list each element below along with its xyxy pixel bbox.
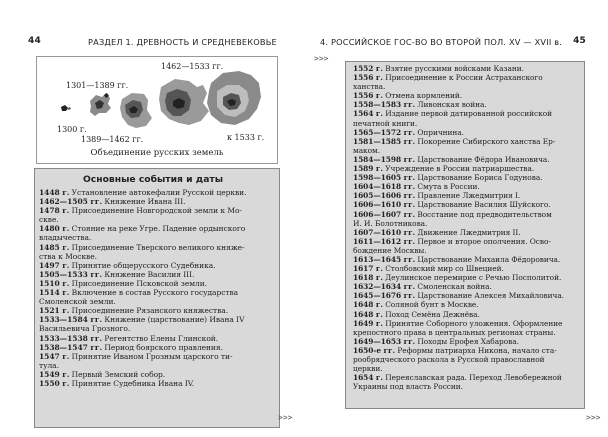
map-by-1533 [207,71,261,125]
map-1389-1462 [120,93,152,128]
event-date: 1533—1538 гг. [39,333,103,343]
event-item [39,379,275,388]
event-item [353,173,580,182]
map-caption: Объединение русских земель [90,148,224,158]
continue-marker-left: >>> [278,413,293,422]
event-item [39,215,275,224]
event-item [353,164,580,173]
event-text: Стояние на реке Угре. Падение ордынского [69,224,246,234]
event-item [39,334,275,343]
event-text: Поход Семёна Дежнёва. [382,309,480,319]
event-date: 1618 г. [353,273,383,283]
event-text: Правление Лжедмитрия I. [415,191,521,201]
event-date: 1598—1605 гг. [353,173,416,183]
event-date: 1514 г. [39,288,70,298]
event-text: Присоединение Тверского великого княже- [69,242,245,252]
event-item [353,382,580,391]
event-text: Царствование Фёдора Ивановича. [415,154,550,164]
event-date: 1505—1533 гг. [39,269,103,279]
event-text: Принятие Иваном Грозным царского ти- [69,351,233,361]
event-text: рообрядческого раскола в Русской православной [353,355,545,364]
event-item [353,328,580,337]
event-date: 1654 г. [353,373,383,383]
event-item [39,370,275,379]
event-item [39,261,275,270]
event-text: Княжение (царствование) Ивана IV [102,315,245,325]
event-text: Присоединение Новгородской земли к Мо- [69,206,242,216]
event-item [353,64,580,73]
event-text: крепостного права в центральных регионах страны. [353,327,556,337]
left-page-number: 44 [28,36,41,46]
event-date: 1550 г. [39,378,70,388]
event-text: Походы Ерофея Хабарова. [415,336,519,346]
event-text: Движение Лжедмитрия II. [415,227,521,237]
event-text: Смоленская война. [415,282,492,292]
event-item [39,270,275,279]
right-running-title: 4. РОССИЙСКОЕ ГОС-ВО ВО ВТОРОЙ ПОЛ. XV — XVII в. [320,37,563,47]
event-item [39,206,275,215]
event-item [353,119,580,128]
event-text: Царствование Бориса Годунова. [415,173,543,183]
event-text: ханства. [353,82,386,92]
event-item [39,306,275,315]
event-item [353,355,580,364]
event-text: Отмена кормлений. [382,91,463,101]
event-item [353,364,580,373]
event-date: 1521 г. [39,306,70,316]
event-text: Включение в состав Русского государства [69,288,239,298]
event-date: 1565—1572 гг. [353,127,416,137]
key-events-box-left [34,168,280,428]
event-date: 1605—1606 гг. [353,191,416,201]
event-item [353,82,580,91]
continue-marker-top: >>> [314,54,329,63]
event-item [39,252,275,261]
map-1300 [61,105,71,111]
event-date: 1611—1612 гг. [353,236,416,246]
event-date: 1649 г. [353,318,383,328]
event-date: 1552 г. [353,64,383,73]
event-text: Васильевича Грозного. [39,324,131,334]
event-item [353,273,580,282]
event-text: Царствование Михаила Фёдоровича. [415,254,561,264]
event-item [353,128,580,137]
event-item [353,319,580,328]
event-date: 1645—1676 гг. [353,291,416,301]
event-text: Реформы патриарха Никона, начало ста- [395,345,557,355]
event-date: 1538—1547 гг. [39,342,103,352]
event-text: Соляной бунт в Москве. [382,300,479,310]
event-text: Украины под власть России. [353,382,463,392]
event-item [353,237,580,246]
event-item [353,373,580,382]
event-text: Учреждение в России патриаршества. [382,164,535,174]
event-text: Переяславская рада. Переход Левобережной [382,373,562,383]
event-date: 1584—1598 гг. [353,154,416,164]
event-date: 1510 г. [39,278,70,288]
event-date: 1650-е гг. [353,345,396,355]
event-text: тула. [39,360,59,370]
event-date: 1478 г. [39,206,70,216]
event-item [353,228,580,237]
event-date: 1606—1610 гг. [353,200,416,210]
event-text: Столбовский мир со Швецией. [382,264,504,274]
event-text: Смута в России. [415,182,480,192]
right-page-header [320,36,586,50]
event-item [353,146,580,155]
event-text: Присоединение к России Астраханского [382,73,543,83]
event-text: Смоленской земли. [39,297,116,307]
event-text: Покорение Сибирского ханства Ер- [415,136,556,146]
event-item [353,255,580,264]
left-running-title: РАЗДЕЛ 1. ДРЕВНОСТЬ И СРЕДНЕВЕКОВЬЕ [88,37,277,47]
event-item [39,288,275,297]
event-item [353,91,580,100]
event-item [39,343,275,352]
event-date: 1648 г. [353,300,383,310]
event-date: 1549 г. [39,369,70,379]
event-text: бождение Москвы. [353,245,427,255]
event-text: Период боярского правления. [102,342,223,352]
event-text: церкви. [353,364,383,374]
event-item [39,233,275,242]
event-text: Первое и второе ополчения. Осво- [415,236,551,246]
event-item [353,337,580,346]
event-item [39,243,275,252]
event-text: ства к Москве. [39,251,97,261]
event-item [353,264,580,273]
right-page-number: 45 [573,36,586,46]
event-text: Принятие Соборного уложения. Оформление [382,318,563,328]
event-item [353,346,580,355]
event-item [353,191,580,200]
event-date: 1632—1634 гг. [353,282,416,292]
event-text: Опричнина. [415,127,464,137]
event-date: 1556 г. [353,91,383,101]
events-list-right [353,64,580,391]
event-text: Издание первой датированной российской [382,109,552,119]
event-text: Царствование Василия Шуйского. [415,200,551,210]
event-date: 1533—1584 гг. [39,315,103,325]
event-date: 1617 г. [353,264,383,274]
event-text: скве. [39,215,59,225]
event-item [39,188,275,197]
events-list-left [39,188,275,388]
event-date: 1462—1505 гг. [39,197,103,207]
event-date: 1547 г. [39,351,70,361]
event-date: 1649—1653 гг. [353,336,416,346]
map-1462-1533 [159,79,209,125]
event-item [39,324,275,333]
event-item [39,224,275,233]
continue-marker-right: >>> [586,413,601,422]
event-item [353,291,580,300]
event-date: 1558—1583 гг. [353,100,416,110]
event-text: Княжение Ивана III. [102,197,186,207]
map-label-by-1533: к 1533 г. [227,133,265,142]
event-item [39,197,275,206]
event-text: Ливонская война. [415,100,487,110]
event-text: Деулинское перемирие с Речью Посполитой. [382,273,562,283]
event-text: Первый Земский собор. [69,369,166,379]
event-item [353,219,580,228]
event-text: Присоединение Псковской земли. [69,278,208,288]
event-item [353,182,580,191]
event-item [353,210,580,219]
event-text: Княжение Василия III. [102,269,195,279]
event-text: Установление автокефалии Русской церкви. [69,188,247,197]
event-text: Регентство Елены Глинской. [102,333,219,343]
event-item [353,137,580,146]
left-page-header [28,36,296,50]
event-date: 1485 г. [39,242,70,252]
events-title: Основные события и даты [83,174,224,185]
event-text: владычества. [39,233,92,243]
event-date: 1497 г. [39,260,70,270]
event-item [353,310,580,319]
event-text: И. И. Болотникова. [353,218,428,228]
event-date: 1556 г. [353,73,383,83]
event-item [353,100,580,109]
event-date: 1480 г. [39,224,70,234]
event-item [39,279,275,288]
map-label-1389-1462: 1389—1462 гг. [81,135,144,144]
event-date: 1564 г. [353,109,383,119]
event-date: 1448 г. [39,188,70,197]
event-text: Царствование Алексея Михайловича. [415,291,564,301]
event-item [39,361,275,370]
map-label-1300: 1300 г. [57,125,87,134]
map-label-1301-1389: 1301—1389 гг. [66,81,129,90]
event-item [39,297,275,306]
event-text: Восстание под предводительством [415,209,552,219]
event-item [353,200,580,209]
event-date: 1589 г. [353,164,383,174]
event-date: 1607—1610 гг. [353,227,416,237]
event-item [39,352,275,361]
event-text: Принятие общерусского Судебника. [69,260,216,270]
event-item [353,282,580,291]
event-date: 1613—1645 гг. [353,254,416,264]
event-item [353,300,580,309]
map-unification-of-russian-lands [36,56,278,164]
event-date: 1604—1618 гг. [353,182,416,192]
key-events-box-right [345,61,585,409]
event-text: маком. [353,145,381,155]
event-item [353,246,580,255]
map-label-1462-1533: 1462—1533 гг. [161,62,224,71]
event-text: Принятие Судебника Ивана IV. [69,378,195,388]
event-item [39,315,275,324]
event-item [353,109,580,118]
event-text: Присоединение Рязанского княжества. [69,306,229,316]
event-item [353,73,580,82]
map-1301-1389 [90,93,111,116]
event-text: Взятие русскими войсками Казани. [382,64,524,73]
event-item [353,155,580,164]
event-date: 1648 г. [353,309,383,319]
event-date: 1581—1585 гг. [353,136,416,146]
event-date: 1606—1607 гг. [353,209,416,219]
event-text: печатной книги. [353,118,418,128]
